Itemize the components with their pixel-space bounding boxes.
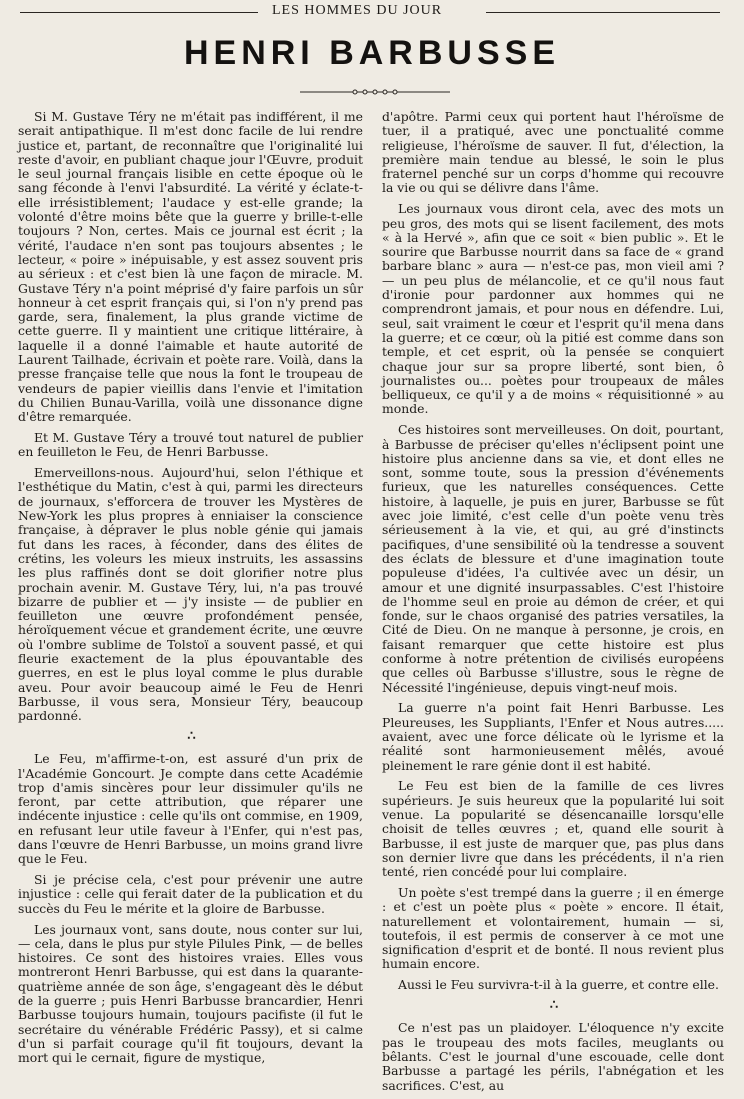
paragraph: Et M. Gustave Téry a trouvé tout naturel de publier en feuilleton le Feu, de Henri Barbusse. [18,430,363,460]
article-title: HENRI BARBUSSE [183,34,561,72]
section-separator: ∴ [549,998,557,1014]
paragraph: Les journaux vous diront cela, avec des mots un peu gros, des mots qui se lisent facilement, des mots « à la Hervé », afin que ce soit « bien public ». Et le sourire que Barbusse nourrit dans sa face de « grand barbare blanc » aura — n'est-ce pas, mon vieil ami ? — un peu plus de mélancolie, et ce qu'il nous faut d'ironie pour pardonner aux hommes qui ne comprendront jamais, et pour nous en défendre. Lui, seul, sait vraiment le cœur et l'esprit qu'il mena dans la guerre; et ce cœur, où la pitié est comme dans son temple, et cet esprit, où la pensée se conquiert chaque jour sur sa propre liberté, sont bien, ô journalistes ou... poètes pour troupeaux de mâles belliqueux, ce qu'il y a de moins « réquisitionné » au monde. [382,201,724,417]
paragraph: Si M. Gustave Téry ne m'était pas indifférent, il me serait antipathique. Il m'est donc facile de lui rendre justice et, partant, de reconnaître que l'originalité lui reste d'avoir, en publiant chaque jour l'Œuvre, produit le seul journal français lisible en cette époque où le sang féconde à l'envi l'absurdité. La vérité y éclate-t-elle irrésistiblement; l'audace y est-elle grande; la volonté d'être moins bête que la guerre y brille-t-elle toujours ? Non, certes. Mais ce journal est écrit ; la vérité, l'audace n'en sont pas toujours absentes ; le lecteur, « poire » inépuisable, y est assez souvent pris au sérieux : et c'est bien là une façon de miracle. M. Gustave Téry n'a point méprisé d'y faire parfois un sûr honneur à cet esprit français qui, si l'on n'y prend pas garde, sera, finalement, la plus grande victime de cette guerre. Il y maintient une critique littéraire, à laquelle il a donné l'aimable et haute autorité de Laurent Tailhade, écrivain et poète rare. Voilà, dans la presse française telle que nous la font le troupeau de vendeurs de papier vieillis dans l'envie et l'imitation du Chilien Bunau-Varilla, voilà une dissonance digne d'être remarquée. [18,109,363,425]
paragraph: Les journaux vont, sans doute, nous conter sur lui, — cela, dans le plus pur style Pilules Pink, — de belles histoires. Ce sont des histoires vraies. Elles vous montreront Henri Barbusse, qui est dans la quarante-quatrième année de son âge, s'engageant dès le début de la guerre ; puis Henri Barbusse brancardier, Henri Barbusse toujours humain, toujours pacifiste (il fut le secrétaire du vénérable Frédéric Passy), et si calme d'un si parfait courage qu'il fit toujours, devant la mort qui le cernait, figure de mystique, [18,921,363,1066]
paragraph: Aussi le Feu survivra-t-il à la guerre, et contre elle. [398,977,719,993]
left-column [18,110,363,1072]
paragraph: Si je précise cela, c'est pour prévenir une autre injustice : celle qui ferait dater de la publication et du succès du Feu le mérite et la gloire de Barbusse. [18,872,363,916]
paragraph: Ce n'est pas un plaidoyer. L'éloquence n'y excite pas le troupeau des mots faciles, meuglants ou bêlants. C'est le journal d'une escouade, celle dont Barbusse a partagé les périls, l'abnégation et les sacrifices. C'est, au [382,1020,724,1093]
section-separator: ∴ [187,728,194,744]
title-ornament-rule [300,87,450,97]
header-rule-left [20,12,258,13]
paragraph: d'apôtre. Parmi ceux qui portent haut l'héroïsme de tuer, il a pratiqué, avec une ponctualité comme religieuse, l'héroïsme de sauver. Il fut, d'élection, la première main tendue au blessé, le soin le plus fraternel penché sur un corps d'homme qui recouvre la vie ou qui se délivre dans l'âme. [382,109,724,196]
running-head-text: LES HOMMES DU JOUR [272,3,443,18]
paragraph: La guerre n'a point fait Henri Barbusse. Les Pleureuses, les Suppliants, l'Enfer et Nous autres..... avaient, avec une force délicate où le lyrisme et la réalité sont harmonieusement mêlés, avoué pleinement le rare génie dont il est habité. [382,700,724,773]
right-column [382,110,724,1099]
paragraph: Ces histoires sont merveilleuses. On doit, pourtant, à Barbusse de préciser qu'elles n'éclipsent point une histoire plus ancienne dans sa vie, et dont elles ne sont, somme toute, sous la pression d'événements furieux, que les naturelles conséquences. Cette histoire, à laquelle, je puis en jurer, Barbusse se fût avec joie limité, c'est celle d'un poète venu très sérieusement à la vie, et qui, au gré d'instincts pacifiques, d'une sensibilité où la tendresse a souvent des éclats de blessure et d'une imagination toute populeuse d'idées, l'a cultivée avec un désir, un amour et une dignité insurpassables. C'est l'histoire de l'homme seul en proie au démon de créer, et qui fonde, sur le chaos organisé des patries versatiles, la Cité de Dieu. On ne manque à personne, je crois, en faisant remarquer que cette histoire est plus conforme à notre prétention de civilisés européens que celles où Barbusse s'illustre, sous le règne de Nécessité l'ingénieuse, depuis vingt-neuf mois. [382,422,724,695]
paragraph: Un poète s'est trempé dans la guerre ; il en émerge : et c'est un poète plus « poète » encore. Il était, naturellement et volontairement, humain — si, toutefois, il est permis de conserver à ce mot une signification d'esprit et de bonté. Il nous revient plus humain encore. [382,884,724,972]
header-rule-right [486,12,720,13]
paragraph: Le Feu, m'affirme-t-on, est assuré d'un prix de l'Académie Goncourt. Je compte dans cette Académie trop d'amis sincères pour leur dissimuler qu'ils ne feront, par cette attribution, que réparer une indécente injustice : celle qu'ils ont commise, en 1909, en refusant leur utile faveur à l'Enfer, qui n'est pas, dans l'œuvre de Henri Barbusse, un moins grand livre que le Feu. [18,751,363,867]
paragraph: Emerveillons-nous. Aujourd'hui, selon l'éthique et l'esthétique du Matin, c'est à qui, parmi les directeurs de journaux, s'efforcera de trouver les Mystères de New-York les plus propres à enniaiser la conscience française, à dépraver le plus noble génie qui jamais fut dans les races, à féconder, dans des élites de crétins, les voleurs les mieux instruits, les assassins les plus raffinés dont se doit glorifier notre plus prochain avenir. M. Gustave Téry, lui, n'a pas trouvé bizarre de publier et — j'y insiste — de publier en feuilleton une œuvre profondément pensée, héroïquement vécue et grandement écrite, une œuvre où l'ombre sublime de Tolstoï a souvent passé, et qui fleurie exactement de la plus épouvantable des guerres, en est le plus loyal comme le plus durable aveu. Pour avoir beaucoup aimé le Feu de Henri Barbusse, il vous sera, Monsieur Téry, beaucoup pardonné. [18,465,363,724]
paragraph: Le Feu est bien de la famille de ces livres supérieurs. Je suis heureux que la popularité lui soit venue. La popularité se désencanaille lorsqu'elle choisit de telles œuvres ; et, quand elle sourit à Barbusse, il est juste de marquer que, pas plus dans son dernier livre que dans les précédents, il n'a rien tenté, rien concédé pour lui complaire. [382,778,724,880]
running-header [0,3,744,23]
